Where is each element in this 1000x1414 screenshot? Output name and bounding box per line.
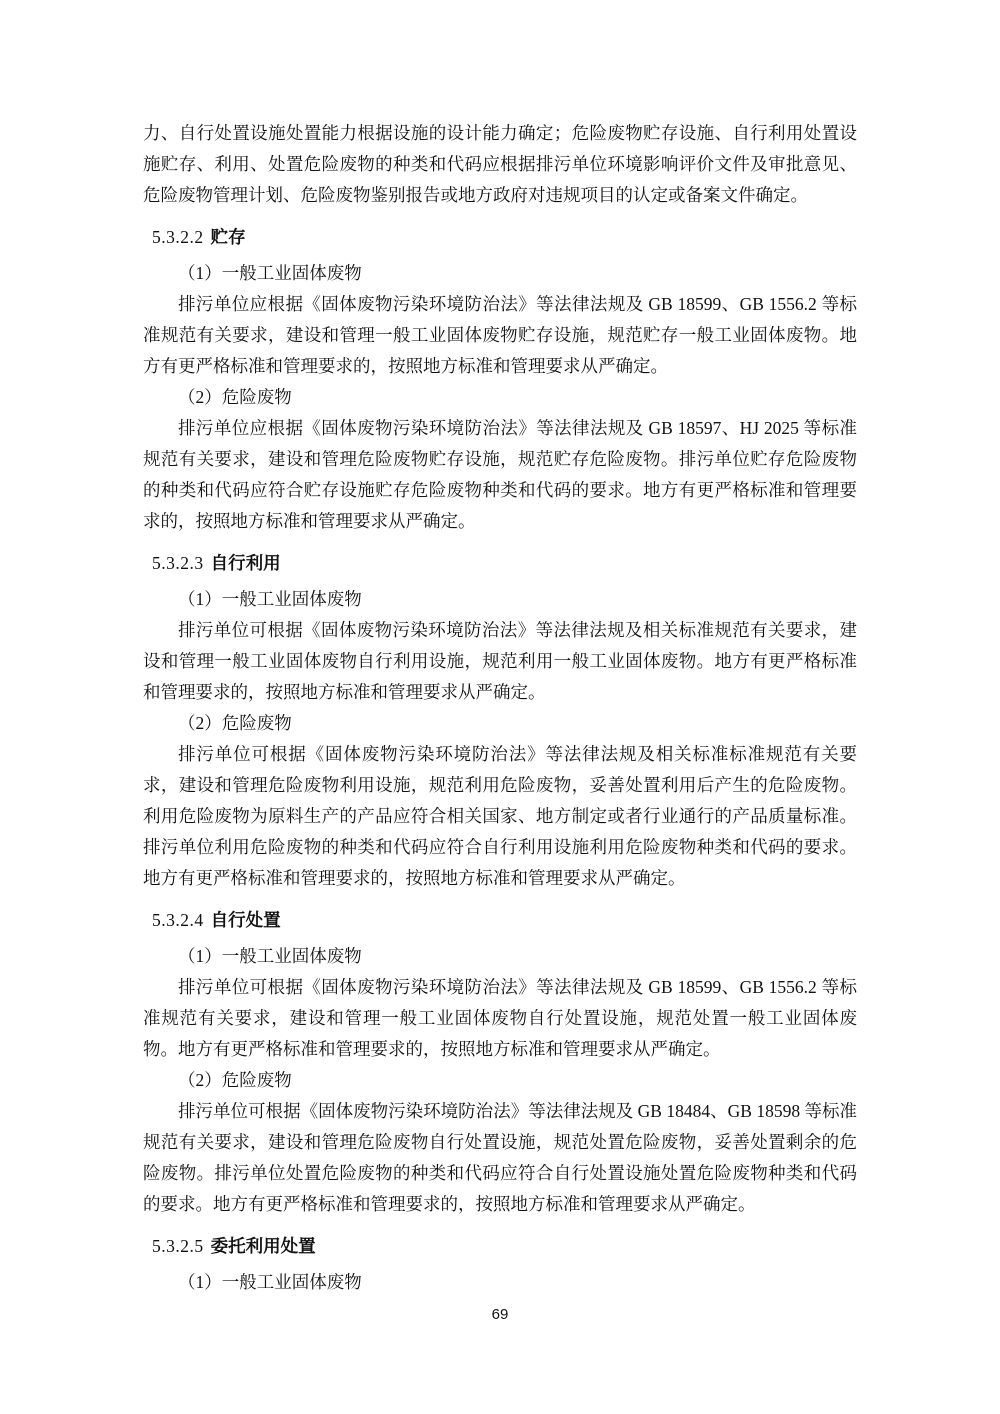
section-title: 委托利用处置 xyxy=(210,1236,316,1256)
section-title: 自行处置 xyxy=(210,910,281,930)
list-item: （1）一般工业固体废物 xyxy=(178,263,362,283)
section-title: 自行利用 xyxy=(210,553,281,573)
body-paragraph: 排污单位可根据《固体废物污染环境防治法》等法律法规及相关标准标准规范有关要求，建设和管理危险废物利用设施，规范利用危险废物，妥善处置利用后产生的危险废物。利用危险废物为原料生产的产品应符合相关国家、地方制定或者行业通行的产品质量标准。排污单位利用危险废物的种类和代码应符合自行利用设施利用危险废物种类和代码的要求。地方有更严格标准和管理要求的，按照地方标准和管理要求从严确定。 xyxy=(143,744,857,888)
list-item: （2）危险废物 xyxy=(178,1070,292,1090)
document-content xyxy=(143,118,857,1298)
section-number: 5.3.2.5 xyxy=(152,1236,204,1256)
list-item: （2）危险废物 xyxy=(178,713,292,733)
body-paragraph: 排污单位应根据《固体废物污染环境防治法》等法律法规及 GB 18597、HJ 2025 等标准规范有关要求，建设和管理危险废物贮存设施，规范贮存危险废物。排污单位贮存危险废物的种类和代码应符合贮存设施贮存危险废物种类和代码的要求。地方有更严格标准和管理要求的，按照地方标准和管理要求从严确定。 xyxy=(143,418,857,531)
body-paragraph: 排污单位可根据《固体废物污染环境防治法》等法律法规及 GB 18484、GB 18598 等标准规范有关要求，建设和管理危险废物自行处置设施，规范处置危险废物，妥善处置剩余的危险废物。排污单位处置危险废物的种类和代码应符合自行处置设施处置危险废物种类和代码的要求。地方有更严格标准和管理要求的，按照地方标准和管理要求从严确定。 xyxy=(143,1101,857,1214)
body-paragraph: 排污单位可根据《固体废物污染环境防治法》等法律法规及相关标准规范有关要求，建设和管理一般工业固体废物自行利用设施，规范利用一般工业固体废物。地方有更严格标准和管理要求的，按照地方标准和管理要求从严确定。 xyxy=(143,620,857,702)
section-title: 贮存 xyxy=(210,227,246,247)
section-heading xyxy=(152,1231,857,1262)
body-paragraph: 排污单位可根据《固体废物污染环境防治法》等法律法规及 GB 18599、GB 1556.2 等标准规范有关要求，建设和管理一般工业固体废物自行处置设施，规范处置一般工业固体废物。地方有更严格标准和管理要求的，按照地方标准和管理要求从严确定。 xyxy=(143,977,857,1059)
list-item: （1）一般工业固体废物 xyxy=(178,946,362,966)
section-heading xyxy=(152,905,857,936)
section-heading xyxy=(152,548,857,579)
list-item: （2）危险废物 xyxy=(178,387,292,407)
page-number: 69 xyxy=(491,1306,509,1323)
body-paragraph: 力、自行处置设施处置能力根据设施的设计能力确定；危险废物贮存设施、自行利用处置设施贮存、利用、处置危险废物的种类和代码应根据排污单位环境影响评价文件及审批意见、危险废物管理计划、危险废物鉴别报告或地方政府对违规项目的认定或备案文件确定。 xyxy=(143,123,857,205)
list-item: （1）一般工业固体废物 xyxy=(178,1272,362,1292)
section-heading xyxy=(152,222,857,253)
section-number: 5.3.2.4 xyxy=(152,910,204,930)
section-number: 5.3.2.3 xyxy=(152,553,204,573)
page-footer xyxy=(0,1306,1000,1323)
body-paragraph: 排污单位应根据《固体废物污染环境防治法》等法律法规及 GB 18599、GB 1556.2 等标准规范有关要求，建设和管理一般工业固体废物贮存设施，规范贮存一般工业固体废物。地方有更严格标准和管理要求的，按照地方标准和管理要求从严确定。 xyxy=(143,294,857,376)
list-item: （1）一般工业固体废物 xyxy=(178,589,362,609)
section-number: 5.3.2.2 xyxy=(152,227,204,247)
